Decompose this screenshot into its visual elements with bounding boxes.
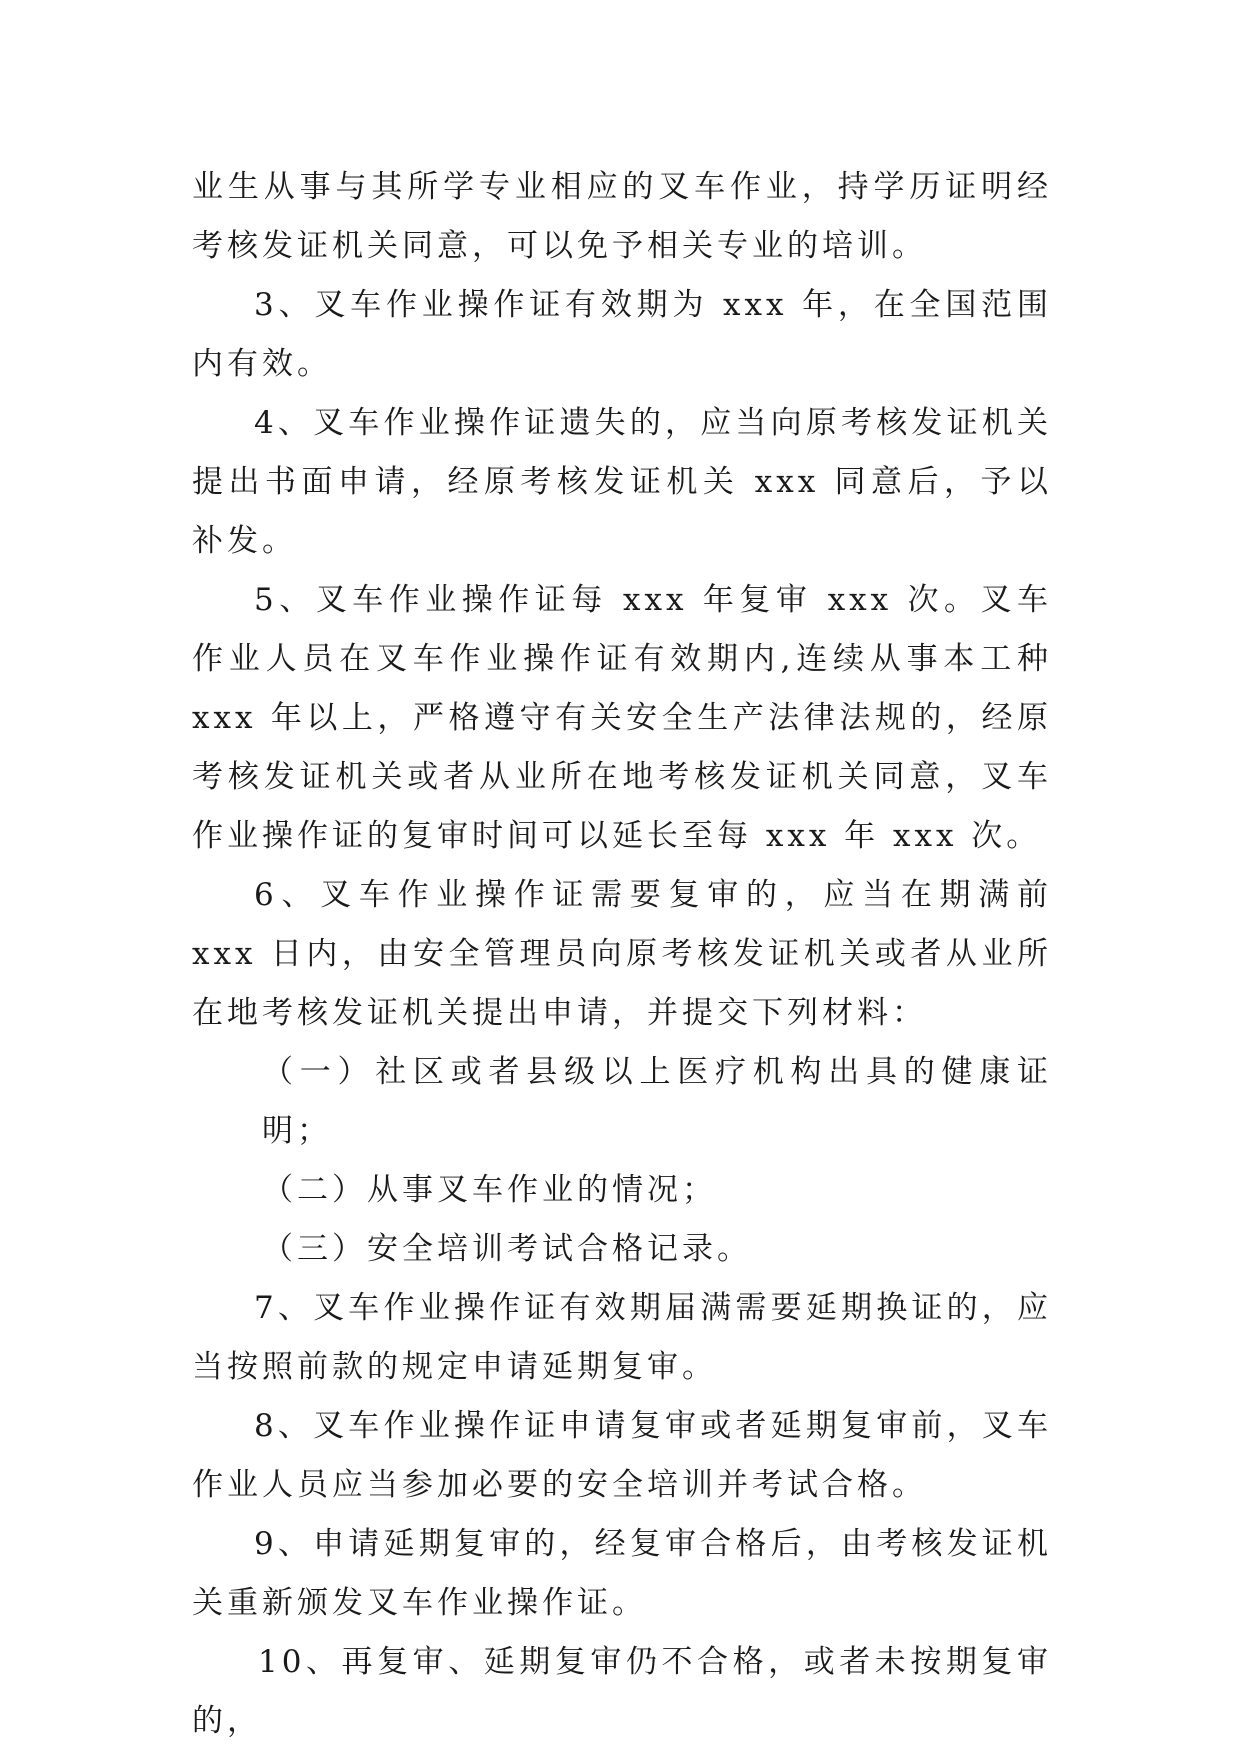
list-item-2: （二）从事叉车作业的情况；	[262, 1172, 717, 1208]
paragraph-6: 6、叉车作业操作证需要复审的，应当在期满前 xxx 日内，由安全管理员向原考核发证机关或者从业所在地考核发证机关提出申请，并提交下列材料：	[192, 877, 1052, 1031]
paragraph-4: 4、叉车作业操作证遗失的，应当向原考核发证机关提出书面申请，经原考核发证机关 xxx 同意后，予以补发。	[192, 405, 1052, 559]
paragraph-7: 7、叉车作业操作证有效期届满需要延期换证的，应当按照前款的规定申请延期复审。	[192, 1290, 1052, 1385]
list-item-3: （三）安全培训考试合格记录。	[262, 1231, 752, 1267]
paragraph-3: 3、叉车作业操作证有效期为 xxx 年，在全国范围内有效。	[192, 287, 1052, 382]
paragraph-5: 5、叉车作业操作证每 xxx 年复审 xxx 次。叉车作业人员在叉车作业操作证有效期内,连续从事本工种 xxx 年以上，严格遵守有关安全生产法律法规的，经原考核发证机关或者从业所在地考核发证机关同意，叉车作业操作证的复审时间可以延长至每 xxx 年 xxx 次。	[192, 582, 1052, 854]
document-body	[192, 158, 1052, 1751]
paragraph-10: 10、再复审、延期复审仍不合格，或者未按期复审的，	[192, 1644, 1052, 1739]
paragraph-continuation: 业生从事与其所学专业相应的叉车作业，持学历证明经考核发证机关同意，可以免予相关专业的培训。	[192, 169, 1052, 264]
paragraph-9: 9、申请延期复审的，经复审合格后，由考核发证机关重新颁发叉车作业操作证。	[192, 1526, 1052, 1621]
list-item-1: （一）社区或者县级以上医疗机构出具的健康证明；	[262, 1054, 1052, 1149]
paragraph-8: 8、叉车作业操作证申请复审或者延期复审前，叉车作业人员应当参加必要的安全培训并考试合格。	[192, 1408, 1052, 1503]
